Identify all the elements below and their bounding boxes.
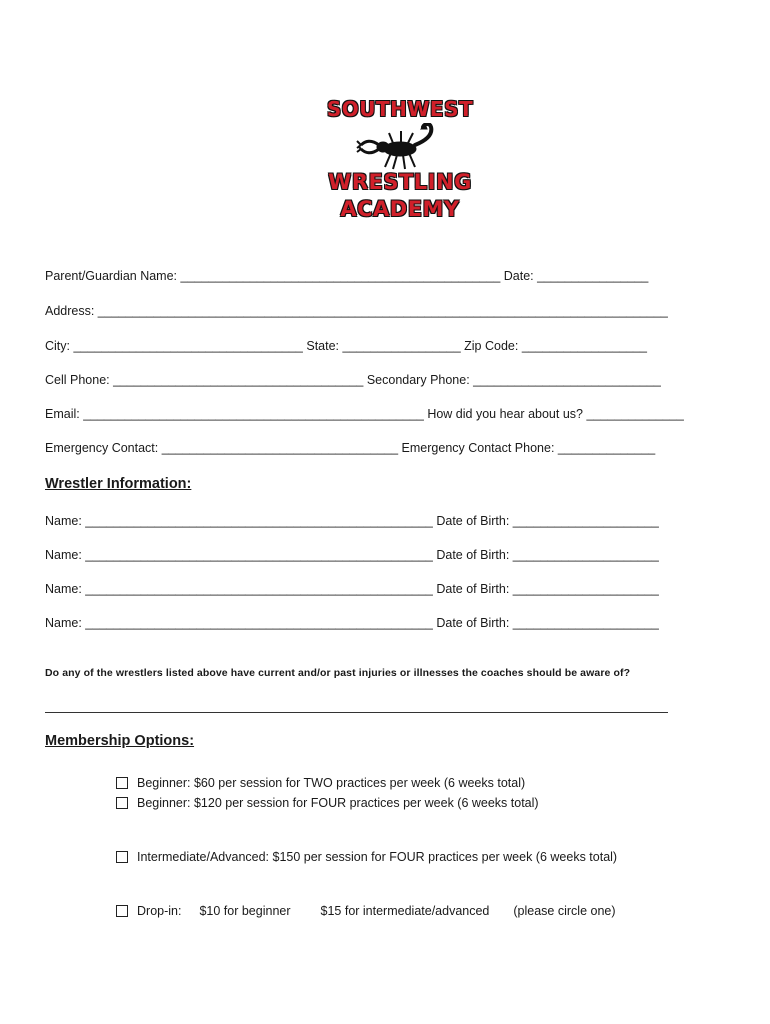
- wrestler-row[interactable]: Name: __________________________________________________ Date of Birth: _____________________: [45, 514, 659, 528]
- dropin-advanced-price[interactable]: $15 for intermediate/advanced: [320, 904, 490, 918]
- wrestler-row[interactable]: Name: __________________________________________________ Date of Birth: _____________________: [45, 582, 659, 596]
- dropin-label: Drop-in:: [137, 904, 182, 918]
- academy-logo: [300, 95, 500, 230]
- scorpion-icon: [355, 123, 445, 173]
- membership-option-beginner-two[interactable]: [116, 776, 525, 790]
- membership-option-intermediate[interactable]: [116, 850, 617, 864]
- logo-text-wrestling: WRESTLING: [328, 170, 472, 194]
- address-field[interactable]: Address: __________________________________________________________________________________: [45, 304, 668, 318]
- option-label: Intermediate/Advanced: $150 per session for FOUR practices per week (6 weeks total): [137, 850, 618, 864]
- dropin-beginner-price[interactable]: $10 for beginner: [199, 904, 291, 918]
- wrestler-row[interactable]: Name: __________________________________________________ Date of Birth: _____________________: [45, 548, 659, 562]
- option-label: Beginner: $60 per session for TWO practices per week (6 weeks total): [137, 776, 526, 790]
- wrestler-information-heading: Wrestler Information:: [45, 476, 192, 492]
- membership-option-beginner-four[interactable]: [116, 796, 539, 810]
- checkbox[interactable]: [116, 777, 128, 789]
- logo-text-academy: ACADEMY: [340, 197, 460, 221]
- phone-fields[interactable]: Cell Phone: ____________________________________ Secondary Phone: ___________________________: [45, 373, 661, 387]
- logo-text-southwest: SOUTHWEST: [326, 97, 474, 121]
- option-label: Beginner: $120 per session for FOUR practices per week (6 weeks total): [137, 796, 539, 810]
- checkbox[interactable]: [116, 905, 128, 917]
- checkbox[interactable]: [116, 851, 128, 863]
- membership-options-heading: Membership Options:: [45, 733, 195, 749]
- membership-option-dropin[interactable]: [116, 904, 616, 918]
- dropin-note: (please circle one): [513, 904, 616, 918]
- wrestler-row[interactable]: Name: __________________________________________________ Date of Birth: _____________________: [45, 616, 659, 630]
- city-state-zip-field[interactable]: City: _________________________________ State: _________________ Zip Code: __________________: [45, 339, 647, 353]
- injury-question: Do any of the wrestlers listed above have current and/or past injuries or illnesses the coaches should be aware of?: [45, 667, 631, 679]
- email-referral-field[interactable]: Email: _________________________________________________ How did you hear about us? ______________: [45, 407, 684, 421]
- checkbox[interactable]: [116, 797, 128, 809]
- emergency-contact-field[interactable]: Emergency Contact: __________________________________ Emergency Contact Phone: ______________: [45, 441, 656, 455]
- parent-guardian-name-field[interactable]: Parent/Guardian Name: ______________________________________________ Date: ________________: [45, 269, 649, 283]
- injury-answer-line[interactable]: [45, 712, 668, 713]
